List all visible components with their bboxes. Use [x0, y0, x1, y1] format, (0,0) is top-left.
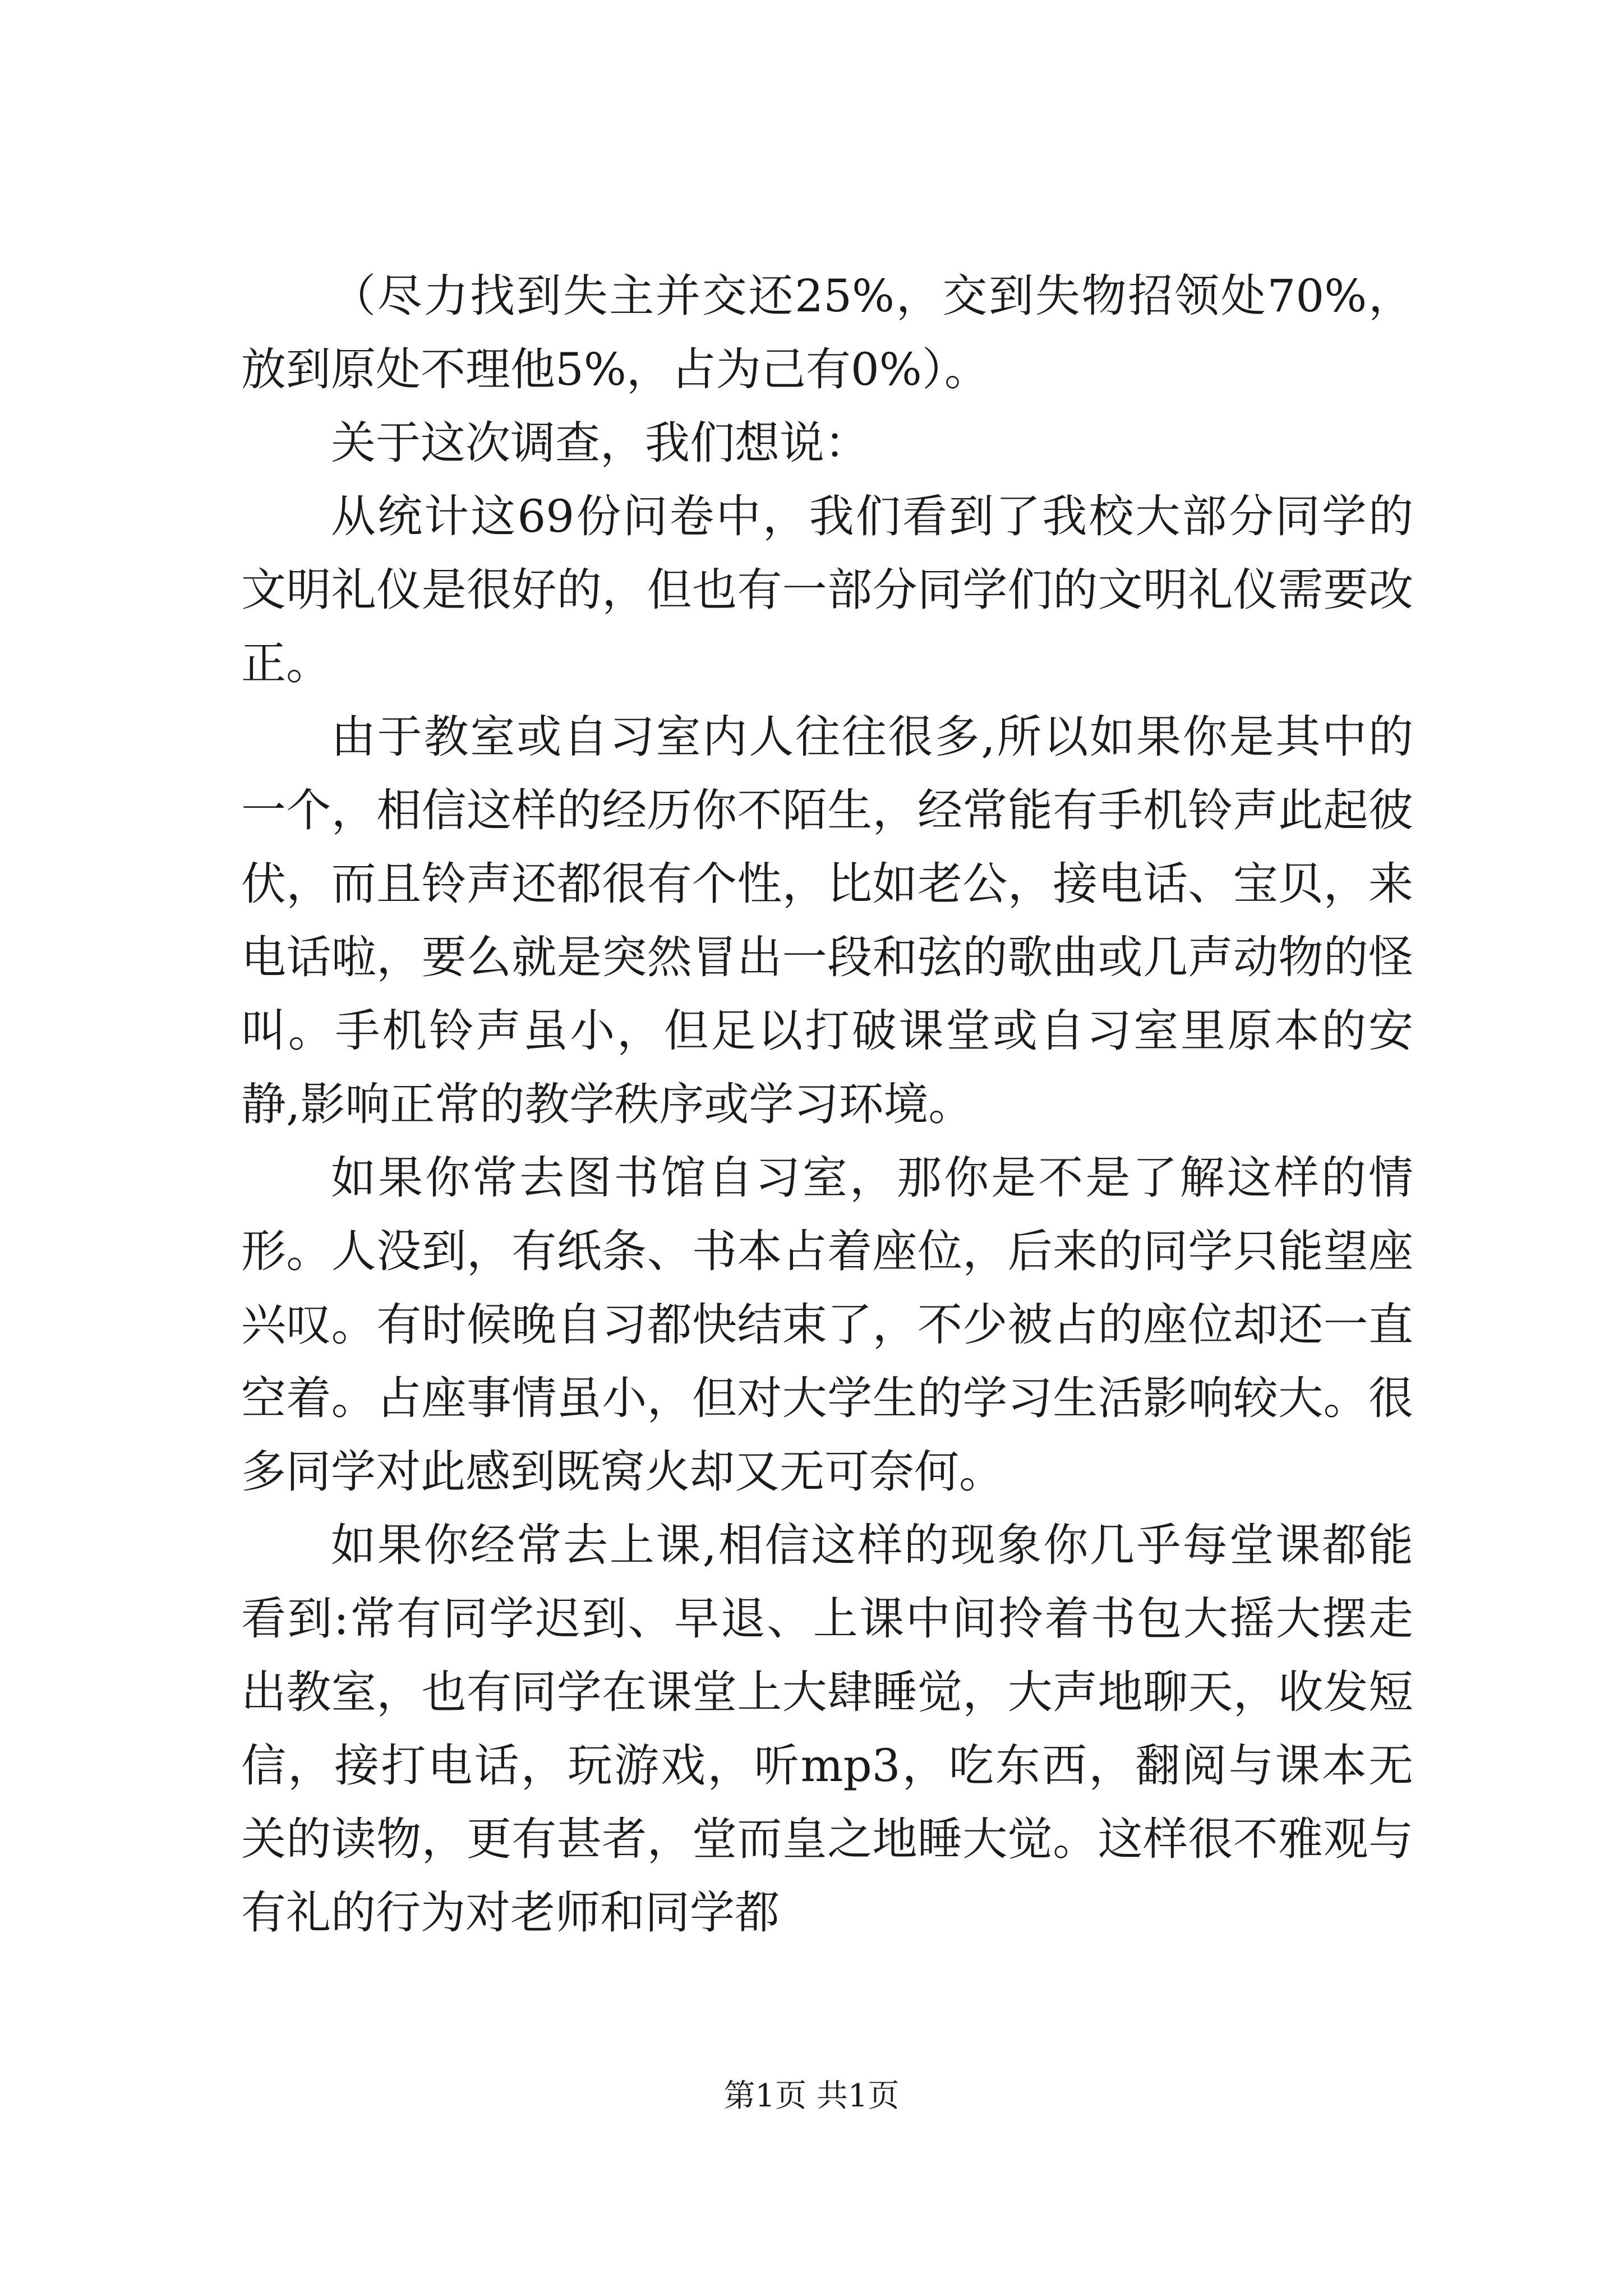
paragraph-survey-intro: 关于这次调查，我们想说：	[331, 417, 869, 469]
paragraph-classroom-behavior: 如果你经常去上课,相信这样的现象你几乎每堂课都能看到:常有同学迟到、早退、上课中间拎着书包大摇大摆走出教室，也有同学在课堂上大肆睡觉，大声地聊天，收发短信，接打电话，玩游戏，听mp3，吃东西，翻阅与课本无关的读物，更有甚者，堂而皇之地睡大觉。这样很不雅观与有礼的行为对老师和同学都	[241, 1519, 1413, 1939]
paragraph-survey-results: （尽力找到失主并交还25%，交到失物招领处70%，放到原处不理他5%，占为己有0%）。	[241, 270, 1413, 395]
document-body	[241, 259, 1413, 1949]
page-number-footer: 第1页 共1页	[723, 2078, 900, 2114]
paragraph-questionnaire-summary: 从统计这69份问卷中，我们看到了我校大部分同学的文明礼仪是很好的，但也有一部分同学们的文明礼仪需要改正。	[241, 490, 1413, 689]
paragraph-phone-ringtones: 由于教室或自习室内人往往很多,所以如果你是其中的一个，相信这样的经历你不陌生，经常能有手机铃声此起彼伏，而且铃声还都很有个性，比如老公，接电话、宝贝，来电话啦，要么就是突然冒出一段和弦的歌曲或几声动物的怪叫。手机铃声虽小，但足以打破课堂或自习室里原本的安静,影响正常的教学秩序或学习环境。	[241, 711, 1413, 1130]
paragraph-seat-occupying: 如果你常去图书馆自习室，那你是不是了解这样的情形。人没到，有纸条、书本占着座位，后来的同学只能望座兴叹。有时候晚自习都快结束了，不少被占的座位却还一直空着。占座事情虽小，但对大学生的学习生活影响较大。很多同学对此感到既窝火却又无可奈何。	[241, 1152, 1413, 1498]
